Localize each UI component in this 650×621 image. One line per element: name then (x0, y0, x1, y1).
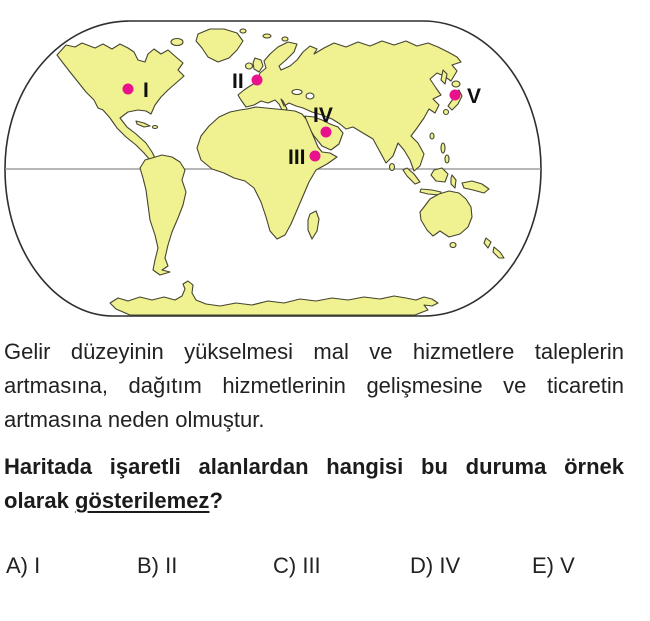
stem-line-1: Haritada işaretli alanlardan hangisi bu duruma örnek (4, 454, 624, 479)
question-stem (4, 450, 624, 518)
landmass-north-america (57, 43, 184, 160)
option-a[interactable]: A) I (6, 553, 41, 578)
landmass-sri-lanka (390, 164, 395, 171)
paragraph-line-3: artmasına neden olmuştur. (4, 407, 265, 432)
marker-dot-I (123, 84, 134, 95)
paragraph-line-1: Gelir düzeyinin yükselmesi mal ve hizmetlere taleplerin (4, 339, 624, 364)
marker-label-IV: IV (313, 104, 333, 127)
stem-question-mark: ? (209, 488, 223, 513)
landmass-new-guinea (462, 181, 489, 193)
landmass-britain (253, 58, 263, 72)
landmass-sumatra (403, 168, 420, 184)
marker-dot-III (310, 151, 321, 162)
marker-dot-II (252, 75, 263, 86)
marker-dot-IV (321, 127, 332, 138)
landmass-cuba (136, 121, 150, 127)
landmass-madagascar (308, 211, 319, 239)
landmass-greenland (196, 29, 243, 62)
landmass-ireland (246, 63, 253, 69)
landmass-taiwan (430, 133, 434, 139)
paragraph-line-2: artmasına, dağıtım hizmetlerinin gelişmesine ve ticaretin (4, 373, 624, 398)
caspian-sea (306, 93, 314, 99)
answer-options (0, 551, 650, 585)
landmass-borneo (431, 168, 448, 182)
marker-dot-V (450, 90, 461, 101)
landmass-hokkaido (452, 81, 460, 87)
stem-line-2 (4, 484, 624, 518)
landmass-sulawesi (451, 175, 456, 188)
option-e[interactable]: E) V (532, 553, 575, 578)
landmass-philippines-2 (445, 155, 449, 163)
option-b[interactable]: B) II (137, 553, 178, 578)
landmass-new-zealand-north (484, 238, 491, 248)
marker-label-I: I (143, 79, 149, 102)
marker-label-III: III (288, 146, 306, 169)
black-sea (292, 90, 302, 95)
landmass-new-zealand-south (493, 247, 504, 258)
landmass-philippines-1 (441, 143, 445, 153)
option-c[interactable]: C) III (273, 553, 321, 578)
landmass-iceland (171, 39, 183, 46)
landmass-arctic-island-2 (263, 34, 271, 38)
landmass-antarctica (110, 281, 438, 315)
landmass-south-america (140, 155, 186, 275)
stem-line-2-prefix: olarak (4, 488, 75, 513)
stem-underlined-word: gösterilemez (74, 488, 210, 513)
marker-label-V: V (467, 85, 482, 108)
question-paragraph (4, 335, 624, 437)
landmass-tasmania (450, 243, 456, 248)
option-d[interactable]: D) IV (410, 553, 461, 578)
landmass-arctic-island-1 (240, 29, 246, 33)
marker-label-II: II (232, 70, 244, 93)
landmass-arctic-island-3 (282, 37, 288, 41)
landmass-hispaniola (153, 126, 158, 129)
landmass-australia (420, 191, 472, 237)
landmass-kyushu (444, 110, 449, 115)
